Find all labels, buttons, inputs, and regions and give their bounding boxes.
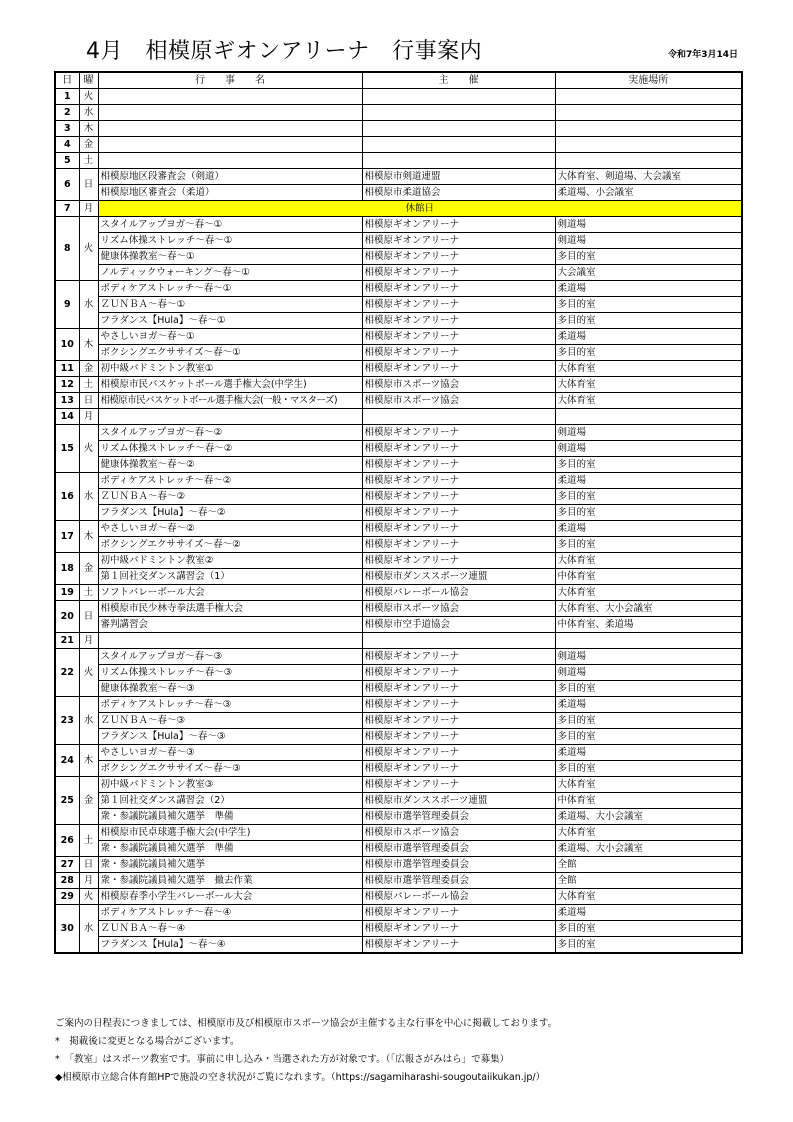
table-row xyxy=(55,601,742,617)
host-cell: 相模原ギオンアリーナ xyxy=(362,345,555,361)
table-row xyxy=(55,937,742,954)
table-row xyxy=(55,585,742,601)
host-cell: 相模原市空手道協会 xyxy=(362,617,555,633)
host-cell: 相模原市スポーツ協会 xyxy=(362,825,555,841)
weekday: 日 xyxy=(79,169,98,201)
venue-cell: 柔道場 xyxy=(555,697,742,713)
table-row xyxy=(55,777,742,793)
venue-cell: 柔道場 xyxy=(555,281,742,297)
venue-cell: 剣道場 xyxy=(555,233,742,249)
host-cell: 相模原ギオンアリーナ xyxy=(362,681,555,697)
table-row xyxy=(55,537,742,553)
table-row xyxy=(55,441,742,457)
host-cell: 相模原ギオンアリーナ xyxy=(362,473,555,489)
venue-cell: 剣道場 xyxy=(555,665,742,681)
header-day: 日 xyxy=(55,72,79,89)
issue-date: 令和7年3月14日 xyxy=(667,50,738,60)
day-number: 28 xyxy=(55,873,79,889)
weekday: 金 xyxy=(79,777,98,825)
day-number: 30 xyxy=(55,905,79,954)
event-cell xyxy=(98,89,362,105)
event-cell: 衆・参議院議員補欠選挙 準備 xyxy=(98,809,362,825)
day-number: 7 xyxy=(55,201,79,217)
table-row xyxy=(55,313,742,329)
table-row xyxy=(55,105,742,121)
event-cell: ソフトバレーボール大会 xyxy=(98,585,362,601)
event-cell: リズム体操ストレッチ～春～① xyxy=(98,233,362,249)
host-cell: 相模原ギオンアリーナ xyxy=(362,489,555,505)
weekday: 水 xyxy=(79,281,98,329)
day-number: 13 xyxy=(55,393,79,409)
weekday: 火 xyxy=(79,649,98,697)
event-cell: ボディケアストレッチ～春～② xyxy=(98,473,362,489)
weekday: 月 xyxy=(79,201,98,217)
venue-cell: 大体育室 xyxy=(555,825,742,841)
host-cell: 相模原ギオンアリーナ xyxy=(362,521,555,537)
weekday: 土 xyxy=(79,153,98,169)
event-cell: 衆・参議院議員補欠選挙 撤去作業 xyxy=(98,873,362,889)
host-cell xyxy=(362,89,555,105)
host-cell: 相模原バレーボール協会 xyxy=(362,585,555,601)
event-cell: ボクシングエクササイズ～春～① xyxy=(98,345,362,361)
host-cell: 相模原ギオンアリーナ xyxy=(362,905,555,921)
venue-cell: 中体育室 xyxy=(555,569,742,585)
table-row xyxy=(55,137,742,153)
venue-cell: 大体育室、剣道場、大会議室 xyxy=(555,169,742,185)
note-line: * 「教室」はスポーツ教室です。事前に申し込み・当選された方が対象です。（「広報さがみはら」で募集） xyxy=(55,1054,510,1065)
host-cell: 相模原ギオンアリーナ xyxy=(362,281,555,297)
venue-cell: 大会議室 xyxy=(555,265,742,281)
day-number: 11 xyxy=(55,361,79,377)
event-cell: ボディケアストレッチ～春～③ xyxy=(98,697,362,713)
event-cell xyxy=(98,409,362,425)
day-number: 29 xyxy=(55,889,79,905)
event-cell: ノルディックウォーキング～春～① xyxy=(98,265,362,281)
day-number: 20 xyxy=(55,601,79,633)
weekday: 火 xyxy=(79,425,98,473)
event-cell: 衆・参議院議員補欠選挙 xyxy=(98,857,362,873)
event-cell: リズム体操ストレッチ～春～② xyxy=(98,441,362,457)
event-cell: 健康体操教室～春～① xyxy=(98,249,362,265)
header-event: 行 事 名 xyxy=(98,72,362,89)
event-cell: 相模原市民バスケットボール選手権大会(一般・マスターズ) xyxy=(98,393,362,409)
day-number: 22 xyxy=(55,649,79,697)
host-cell: 相模原市選挙管理委員会 xyxy=(362,809,555,825)
host-cell: 相模原市選挙管理委員会 xyxy=(362,841,555,857)
day-number: 14 xyxy=(55,409,79,425)
host-cell: 相模原ギオンアリーナ xyxy=(362,217,555,233)
table-row xyxy=(55,873,742,889)
venue-cell: 多目的室 xyxy=(555,713,742,729)
host-cell: 相模原ギオンアリーナ xyxy=(362,505,555,521)
venue-cell: 中体育室 xyxy=(555,793,742,809)
host-cell xyxy=(362,137,555,153)
venue-cell: 多目的室 xyxy=(555,505,742,521)
weekday: 土 xyxy=(79,585,98,601)
event-cell: スタイルアップヨガ～春～① xyxy=(98,217,362,233)
weekday: 木 xyxy=(79,745,98,777)
venue-cell: 多目的室 xyxy=(555,457,742,473)
venue-cell: 多目的室 xyxy=(555,297,742,313)
venue-cell: 大体育室、大小会議室 xyxy=(555,601,742,617)
venue-cell: 柔道場 xyxy=(555,473,742,489)
table-row xyxy=(55,89,742,105)
host-cell xyxy=(362,153,555,169)
event-cell: 初中級バドミントン教室② xyxy=(98,553,362,569)
weekday: 金 xyxy=(79,361,98,377)
venue-cell: 多目的室 xyxy=(555,537,742,553)
table-row xyxy=(55,185,742,201)
venue-cell xyxy=(555,105,742,121)
event-cell: ＺＵＮＢＡ～春～④ xyxy=(98,921,362,937)
event-cell: 第１回社交ダンス講習会（1） xyxy=(98,569,362,585)
table-row xyxy=(55,425,742,441)
day-number: 27 xyxy=(55,857,79,873)
table-row xyxy=(55,281,742,297)
table-row xyxy=(55,249,742,265)
weekday: 金 xyxy=(79,553,98,585)
weekday: 日 xyxy=(79,857,98,873)
weekday: 木 xyxy=(79,521,98,553)
table-header-row xyxy=(55,72,742,89)
host-cell: 相模原バレーボール協会 xyxy=(362,889,555,905)
table-row xyxy=(55,297,742,313)
table-row xyxy=(55,121,742,137)
weekday: 金 xyxy=(79,137,98,153)
schedule-body xyxy=(55,89,742,954)
table-row xyxy=(55,649,742,665)
day-number: 6 xyxy=(55,169,79,201)
venue-cell: 多目的室 xyxy=(555,761,742,777)
notes xyxy=(55,1015,557,1087)
day-number: 1 xyxy=(55,89,79,105)
host-cell: 相模原市剣道連盟 xyxy=(362,169,555,185)
table-row xyxy=(55,153,742,169)
host-cell: 相模原ギオンアリーナ xyxy=(362,361,555,377)
table-row xyxy=(55,697,742,713)
table-row xyxy=(55,217,742,233)
weekday: 日 xyxy=(79,393,98,409)
table-row xyxy=(55,809,742,825)
day-number: 21 xyxy=(55,633,79,649)
event-cell: フラダンス【Hula】～春～④ xyxy=(98,937,362,954)
venue-cell: 多目的室 xyxy=(555,313,742,329)
day-number: 10 xyxy=(55,329,79,361)
event-cell: ボディケアストレッチ～春～① xyxy=(98,281,362,297)
event-cell: スタイルアップヨガ～春～③ xyxy=(98,649,362,665)
event-cell: 初中級バドミントン教室① xyxy=(98,361,362,377)
event-cell: フラダンス【Hula】～春～② xyxy=(98,505,362,521)
host-cell: 相模原ギオンアリーナ xyxy=(362,313,555,329)
event-cell: ＺＵＮＢＡ～春～① xyxy=(98,297,362,313)
host-cell: 相模原市ダンススポーツ連盟 xyxy=(362,793,555,809)
host-cell: 相模原ギオンアリーナ xyxy=(362,425,555,441)
table-row xyxy=(55,345,742,361)
venue-cell: 柔道場 xyxy=(555,521,742,537)
event-cell: 相模原地区審査会（柔道） xyxy=(98,185,362,201)
weekday: 月 xyxy=(79,873,98,889)
event-cell: 相模原春季小学生バレーボール大会 xyxy=(98,889,362,905)
host-cell: 相模原ギオンアリーナ xyxy=(362,777,555,793)
event-cell: スタイルアップヨガ～春～② xyxy=(98,425,362,441)
table-row xyxy=(55,489,742,505)
schedule-table xyxy=(54,71,743,954)
table-row xyxy=(55,681,742,697)
table-row xyxy=(55,361,742,377)
venue-cell xyxy=(555,633,742,649)
table-row xyxy=(55,825,742,841)
venue-cell: 多目的室 xyxy=(555,489,742,505)
table-row xyxy=(55,393,742,409)
venue-cell: 大体育室 xyxy=(555,361,742,377)
header-host: 主 催 xyxy=(362,72,555,89)
table-row xyxy=(55,457,742,473)
table-row xyxy=(55,921,742,937)
event-cell: 健康体操教室～春～③ xyxy=(98,681,362,697)
host-cell xyxy=(362,409,555,425)
host-cell: 相模原ギオンアリーナ xyxy=(362,713,555,729)
venue-cell: 多目的室 xyxy=(555,249,742,265)
table-row xyxy=(55,521,742,537)
weekday: 土 xyxy=(79,377,98,393)
table-row xyxy=(55,553,742,569)
event-cell xyxy=(98,633,362,649)
event-cell: ボクシングエクササイズ～春～② xyxy=(98,537,362,553)
host-cell: 相模原市選挙管理委員会 xyxy=(362,857,555,873)
table-row xyxy=(55,409,742,425)
host-cell: 相模原ギオンアリーナ xyxy=(362,665,555,681)
weekday: 水 xyxy=(79,473,98,521)
venue-cell: 大体育室 xyxy=(555,377,742,393)
weekday: 木 xyxy=(79,121,98,137)
weekday: 火 xyxy=(79,889,98,905)
weekday: 木 xyxy=(79,329,98,361)
venue-cell: 多目的室 xyxy=(555,729,742,745)
venue-cell: 剣道場 xyxy=(555,425,742,441)
day-number: 19 xyxy=(55,585,79,601)
event-cell: ＺＵＮＢＡ～春～③ xyxy=(98,713,362,729)
venue-cell: 全館 xyxy=(555,857,742,873)
weekday: 水 xyxy=(79,105,98,121)
venue-cell: 多目的室 xyxy=(555,937,742,954)
weekday: 月 xyxy=(79,633,98,649)
host-cell: 相模原ギオンアリーナ xyxy=(362,937,555,954)
venue-cell: 柔道場 xyxy=(555,329,742,345)
weekday: 日 xyxy=(79,601,98,633)
day-number: 16 xyxy=(55,473,79,521)
host-cell: 相模原市選挙管理委員会 xyxy=(362,873,555,889)
event-cell: やさしいヨガ～春～③ xyxy=(98,745,362,761)
event-cell: フラダンス【Hula】～春～③ xyxy=(98,729,362,745)
venue-cell: 剣道場 xyxy=(555,441,742,457)
table-row xyxy=(55,729,742,745)
host-cell: 相模原市スポーツ協会 xyxy=(362,601,555,617)
table-row xyxy=(55,201,742,217)
table-row xyxy=(55,889,742,905)
host-cell: 相模原ギオンアリーナ xyxy=(362,553,555,569)
weekday: 土 xyxy=(79,825,98,857)
table-row xyxy=(55,473,742,489)
host-cell: 相模原ギオンアリーナ xyxy=(362,265,555,281)
day-number: 26 xyxy=(55,825,79,857)
event-cell: 審判講習会 xyxy=(98,617,362,633)
note-line: ◆相模原市立総合体育館HPで施設の空き状況がご覧になれます。（https://sagamiharashi-sougoutaiikukan.jp/） xyxy=(55,1072,546,1083)
venue-cell xyxy=(555,121,742,137)
venue-cell: 剣道場 xyxy=(555,649,742,665)
table-row xyxy=(55,233,742,249)
host-cell: 相模原ギオンアリーナ xyxy=(362,329,555,345)
event-cell: ボクシングエクササイズ～春～③ xyxy=(98,761,362,777)
note-line: ご案内の日程表につきましては、相模原市及び相模原市スポーツ協会が主催する主な行事を中心に掲載しております。 xyxy=(55,1018,558,1029)
day-number: 9 xyxy=(55,281,79,329)
day-number: 15 xyxy=(55,425,79,473)
table-row xyxy=(55,665,742,681)
venue-cell: 剣道場 xyxy=(555,217,742,233)
venue-cell: 大体育室 xyxy=(555,889,742,905)
event-cell: 初中級バドミントン教室③ xyxy=(98,777,362,793)
venue-cell xyxy=(555,409,742,425)
venue-cell: 大体育室 xyxy=(555,553,742,569)
header-venue: 実施場所 xyxy=(555,72,742,89)
weekday: 火 xyxy=(79,217,98,281)
venue-cell: 全館 xyxy=(555,873,742,889)
venue-cell: 多目的室 xyxy=(555,681,742,697)
host-cell: 相模原市柔道協会 xyxy=(362,185,555,201)
page-title: 4月 相模原ギオンアリーナ 行事案内 xyxy=(86,39,483,64)
table-row xyxy=(55,329,742,345)
table-row xyxy=(55,857,742,873)
venue-cell: 柔道場、大小会議室 xyxy=(555,841,742,857)
weekday: 水 xyxy=(79,905,98,954)
table-row xyxy=(55,745,742,761)
header-weekday: 曜 xyxy=(79,72,98,89)
table-row xyxy=(55,265,742,281)
host-cell: 相模原ギオンアリーナ xyxy=(362,697,555,713)
table-row xyxy=(55,633,742,649)
host-cell: 相模原ギオンアリーナ xyxy=(362,233,555,249)
host-cell xyxy=(362,633,555,649)
day-number: 23 xyxy=(55,697,79,745)
venue-cell: 中体育室、柔道場 xyxy=(555,617,742,633)
host-cell: 相模原ギオンアリーナ xyxy=(362,249,555,265)
host-cell: 相模原ギオンアリーナ xyxy=(362,921,555,937)
host-cell: 相模原ギオンアリーナ xyxy=(362,297,555,313)
venue-cell xyxy=(555,89,742,105)
event-cell: 衆・参議院議員補欠選挙 準備 xyxy=(98,841,362,857)
venue-cell: 柔道場 xyxy=(555,745,742,761)
event-cell: 相模原市民バスケットボール選手権大会(中学生) xyxy=(98,377,362,393)
event-cell: フラダンス【Hula】～春～① xyxy=(98,313,362,329)
venue-cell: 大体育室 xyxy=(555,777,742,793)
day-number: 17 xyxy=(55,521,79,553)
weekday: 月 xyxy=(79,409,98,425)
day-number: 25 xyxy=(55,777,79,825)
venue-cell xyxy=(555,153,742,169)
note-line: * 掲載後に変更となる場合がございます。 xyxy=(55,1036,240,1047)
host-cell: 相模原ギオンアリーナ xyxy=(362,537,555,553)
host-cell: 相模原ギオンアリーナ xyxy=(362,649,555,665)
venue-cell: 柔道場、小会議室 xyxy=(555,185,742,201)
closed-day-label: 休館日 xyxy=(98,201,742,217)
table-row xyxy=(55,505,742,521)
day-number: 4 xyxy=(55,137,79,153)
weekday: 火 xyxy=(79,89,98,105)
event-cell: 相模原市民卓球選手権大会(中学生) xyxy=(98,825,362,841)
event-cell: 第１回社交ダンス講習会（2） xyxy=(98,793,362,809)
table-row xyxy=(55,713,742,729)
table-row xyxy=(55,841,742,857)
host-cell: 相模原市ダンススポーツ連盟 xyxy=(362,569,555,585)
event-cell: 相模原市民少林寺拳法選手権大会 xyxy=(98,601,362,617)
event-cell: やさしいヨガ～春～① xyxy=(98,329,362,345)
day-number: 12 xyxy=(55,377,79,393)
venue-cell: 柔道場、大小会議室 xyxy=(555,809,742,825)
weekday: 水 xyxy=(79,697,98,745)
event-cell: やさしいヨガ～春～② xyxy=(98,521,362,537)
host-cell: 相模原ギオンアリーナ xyxy=(362,441,555,457)
venue-cell: 多目的室 xyxy=(555,921,742,937)
venue-cell: 多目的室 xyxy=(555,345,742,361)
host-cell xyxy=(362,105,555,121)
host-cell: 相模原ギオンアリーナ xyxy=(362,457,555,473)
table-row xyxy=(55,905,742,921)
event-cell: 健康体操教室～春～② xyxy=(98,457,362,473)
event-cell xyxy=(98,105,362,121)
venue-cell: 大体育室 xyxy=(555,585,742,601)
day-number: 3 xyxy=(55,121,79,137)
venue-cell: 大体育室 xyxy=(555,393,742,409)
venue-cell: 柔道場 xyxy=(555,905,742,921)
day-number: 5 xyxy=(55,153,79,169)
table-row xyxy=(55,617,742,633)
day-number: 8 xyxy=(55,217,79,281)
table-row xyxy=(55,793,742,809)
host-cell: 相模原ギオンアリーナ xyxy=(362,761,555,777)
table-row xyxy=(55,377,742,393)
host-cell xyxy=(362,121,555,137)
event-cell: 相模原地区段審査会（剣道） xyxy=(98,169,362,185)
event-cell: リズム体操ストレッチ～春～③ xyxy=(98,665,362,681)
host-cell: 相模原ギオンアリーナ xyxy=(362,745,555,761)
event-cell xyxy=(98,137,362,153)
host-cell: 相模原市スポーツ協会 xyxy=(362,393,555,409)
day-number: 24 xyxy=(55,745,79,777)
event-cell: ＺＵＮＢＡ～春～② xyxy=(98,489,362,505)
event-cell xyxy=(98,121,362,137)
event-cell xyxy=(98,153,362,169)
event-cell: ボディケアストレッチ～春～④ xyxy=(98,905,362,921)
host-cell: 相模原市スポーツ協会 xyxy=(362,377,555,393)
venue-cell xyxy=(555,137,742,153)
table-row xyxy=(55,761,742,777)
day-number: 18 xyxy=(55,553,79,585)
day-number: 2 xyxy=(55,105,79,121)
table-row xyxy=(55,169,742,185)
table-row xyxy=(55,569,742,585)
host-cell: 相模原ギオンアリーナ xyxy=(362,729,555,745)
